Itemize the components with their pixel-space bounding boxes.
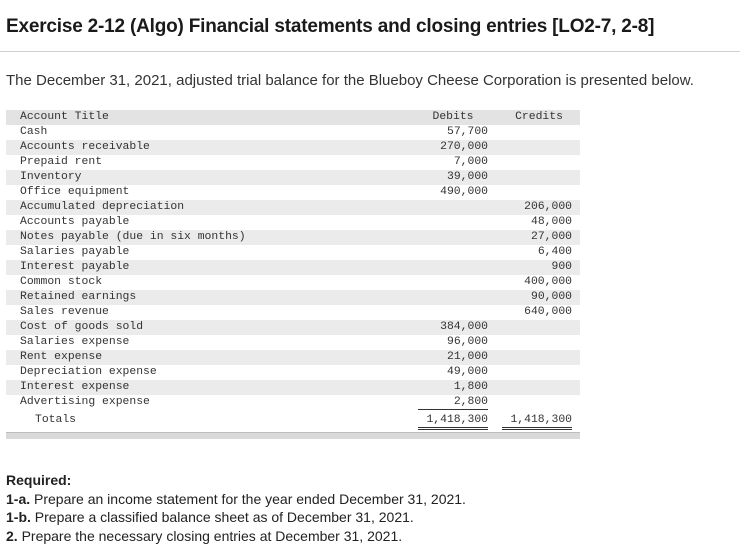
account-title-cell: Prepaid rent xyxy=(20,156,103,168)
table-row xyxy=(6,185,580,200)
table-row xyxy=(6,365,580,380)
account-title-cell: Salaries expense xyxy=(20,336,130,348)
account-title-cell: Depreciation expense xyxy=(20,366,157,378)
header-debits: Debits xyxy=(432,111,474,123)
account-title-cell: Inventory xyxy=(20,171,82,183)
table-row xyxy=(6,350,580,365)
table-row xyxy=(6,320,580,335)
table-row xyxy=(6,290,580,305)
totals-row xyxy=(6,410,580,430)
table-header xyxy=(6,110,580,125)
debit-cell: 490,000 xyxy=(440,186,488,198)
totals-label: Totals xyxy=(35,414,77,426)
debit-cell: 1,800 xyxy=(453,381,488,393)
credit-cell: 206,000 xyxy=(524,201,572,213)
table-row xyxy=(6,140,580,155)
required-item: 2. Prepare the necessary closing entries at December 31, 2021. xyxy=(6,527,403,544)
account-title-cell: Interest expense xyxy=(20,381,130,393)
table-row xyxy=(6,305,580,320)
credit-cell: 900 xyxy=(551,261,572,273)
account-title-cell: Cash xyxy=(20,126,48,138)
table-row xyxy=(6,155,580,170)
debit-cell: 384,000 xyxy=(440,321,488,333)
account-title-cell: Interest payable xyxy=(20,261,130,273)
header-account-title: Account Title xyxy=(20,111,109,123)
account-title-cell: Cost of goods sold xyxy=(20,321,144,333)
intro-text: The December 31, 2021, adjusted trial balance for the Blueboy Cheese Corporation is presented below. xyxy=(6,72,694,89)
credit-cell: 90,000 xyxy=(530,291,572,303)
table-footer-bar xyxy=(6,432,580,439)
table-row xyxy=(6,215,580,230)
account-title-cell: Accounts payable xyxy=(20,216,130,228)
account-title-cell: Accounts receivable xyxy=(20,141,150,153)
debit-cell: 39,000 xyxy=(446,171,488,183)
table-row xyxy=(6,230,580,245)
credit-cell: 48,000 xyxy=(530,216,572,228)
trial-balance-table xyxy=(6,110,580,439)
account-title-cell: Notes payable (due in six months) xyxy=(20,231,246,243)
debit-double-underline xyxy=(418,427,488,430)
totals-credit: 1,418,300 xyxy=(510,414,572,426)
table-row xyxy=(6,260,580,275)
account-title-cell: Sales revenue xyxy=(20,306,109,318)
account-title-cell: Salaries payable xyxy=(20,246,130,258)
account-title-cell: Accumulated depreciation xyxy=(20,201,185,213)
credit-cell: 27,000 xyxy=(530,231,572,243)
debit-cell: 57,700 xyxy=(446,126,488,138)
account-title-cell: Common stock xyxy=(20,276,103,288)
required-section xyxy=(6,471,466,545)
table-row xyxy=(6,125,580,140)
table-row xyxy=(6,170,580,185)
table-row xyxy=(6,335,580,350)
debit-cell: 96,000 xyxy=(446,336,488,348)
page-title: Exercise 2-12 (Algo) Financial statements and closing entries [LO2-7, 2-8] xyxy=(6,16,655,37)
account-title-cell: Office equipment xyxy=(20,186,130,198)
required-item: 1-a. Prepare an income statement for the year ended December 31, 2021. xyxy=(6,490,466,507)
account-title-cell: Rent expense xyxy=(20,351,103,363)
table-body xyxy=(6,125,580,410)
credit-cell: 400,000 xyxy=(524,276,572,288)
table-row xyxy=(6,200,580,215)
table-row xyxy=(6,275,580,290)
title-divider xyxy=(0,51,740,52)
account-title-cell: Advertising expense xyxy=(20,396,150,408)
required-item: 1-b. Prepare a classified balance sheet as of December 31, 2021. xyxy=(6,509,414,525)
table-row xyxy=(6,380,580,395)
debit-cell: 270,000 xyxy=(440,141,488,153)
table-row xyxy=(6,245,580,260)
header-credits: Credits xyxy=(515,111,563,123)
debit-cell: 7,000 xyxy=(453,156,488,168)
debit-cell: 21,000 xyxy=(446,351,488,363)
debit-cell: 2,800 xyxy=(453,396,488,408)
credit-double-underline xyxy=(502,427,572,430)
account-title-cell: Retained earnings xyxy=(20,291,137,303)
table-row xyxy=(6,395,580,410)
credit-cell: 6,400 xyxy=(537,246,572,258)
credit-cell: 640,000 xyxy=(524,306,572,318)
required-heading: Required: xyxy=(6,472,72,488)
totals-debit: 1,418,300 xyxy=(426,414,488,426)
debit-cell: 49,000 xyxy=(446,366,488,378)
